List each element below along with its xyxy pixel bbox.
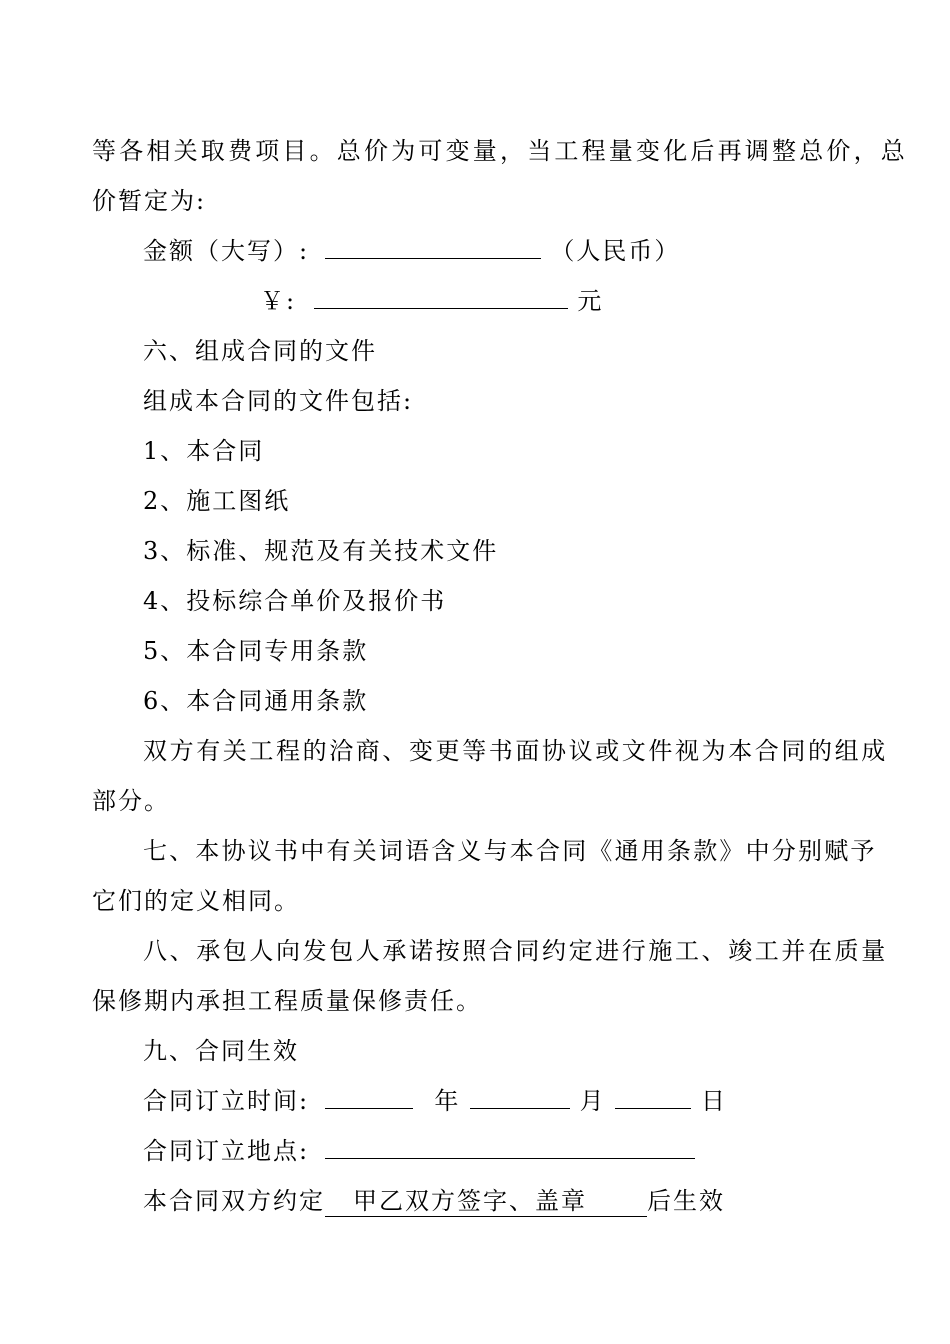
effect-suffix: 后生效 — [647, 1187, 725, 1215]
paragraph-line: 它们的定义相同。 — [92, 887, 300, 915]
year-blank — [325, 1086, 413, 1109]
month-label: 月 — [579, 1087, 606, 1115]
section-title: 九、合同生效 — [143, 1037, 299, 1065]
effect-prefix: 本合同双方约定 — [143, 1187, 325, 1215]
sign-time-label: 合同订立时间: — [143, 1087, 310, 1115]
yen-label: ￥: — [260, 287, 297, 315]
amount-label: 金额（大写）: — [143, 237, 310, 265]
yen-suffix: 元 — [577, 287, 604, 315]
effect-filled: 甲乙双方签字、盖章 — [325, 1187, 647, 1217]
month-blank — [470, 1086, 570, 1109]
list-item: 2、施工图纸 — [143, 487, 291, 515]
amount-suffix: （人民币） — [550, 237, 681, 265]
list-item: 1、本合同 — [143, 437, 265, 465]
year-label: 年 — [434, 1087, 461, 1115]
place-blank — [325, 1136, 695, 1159]
amount-line — [143, 236, 680, 266]
list-item: 6、本合同通用条款 — [143, 687, 369, 715]
yen-line — [260, 286, 603, 316]
amount-blank — [325, 236, 541, 259]
paragraph-line: 组成本合同的文件包括: — [143, 387, 414, 415]
sign-time-line — [143, 1086, 727, 1116]
effect-line — [143, 1186, 725, 1216]
yen-blank — [314, 286, 568, 309]
paragraph-line: 价暂定为: — [92, 187, 207, 215]
section-title: 六、组成合同的文件 — [143, 337, 377, 365]
paragraph-line: 等各相关取费项目。总价为可变量，当工程量变化后再调整总价，总 — [92, 137, 908, 165]
day-label: 日 — [700, 1087, 727, 1115]
paragraph-line: 双方有关工程的洽商、变更等书面协议或文件视为本合同的组成 — [143, 737, 888, 765]
list-item: 5、本合同专用条款 — [143, 637, 369, 665]
sign-place-label: 合同订立地点: — [143, 1137, 310, 1165]
list-item: 3、标准、规范及有关技术文件 — [143, 537, 499, 565]
paragraph-line: 保修期内承担工程质量保修责任。 — [92, 987, 482, 1015]
section-title: 七、本协议书中有关词语含义与本合同《通用条款》中分别赋予 — [143, 837, 877, 865]
sign-place-line — [143, 1136, 695, 1166]
day-blank — [615, 1086, 691, 1109]
list-item: 4、投标综合单价及报价书 — [143, 587, 447, 615]
section-title: 八、承包人向发包人承诺按照合同约定进行施工、竣工并在质量 — [143, 937, 888, 965]
paragraph-line: 部分。 — [92, 787, 170, 815]
